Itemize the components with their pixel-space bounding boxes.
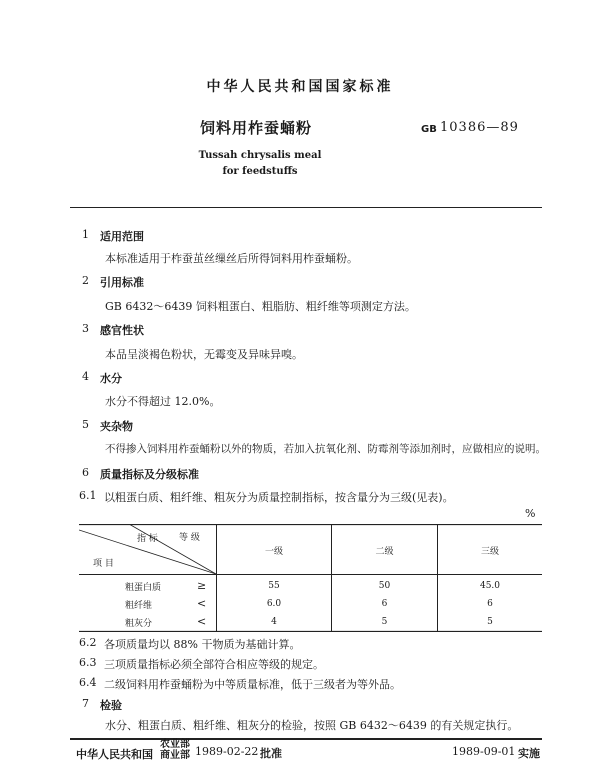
section-2-number: 2 [82,274,89,287]
section-5-number: 5 [82,418,89,431]
table-cell: 5 [381,617,388,627]
section-7-body: 水分、粗蛋白质、粗纤维、粗灰分的检验，按照 GB 6432～6439 的有关规定执行。 [105,719,519,732]
table-row-operator: < [197,597,207,610]
section-1-body: 本标准适用于柞蚕茧丝缫丝后所得饲料用柞蚕蛹粉。 [105,252,358,265]
clause-6-4-text: 二级饲料用柞蚕蛹粉为中等质量标准，低于三级者为等外品。 [104,678,401,691]
clause-6-3-text: 三项质量指标必须全部符合相应等级的规定。 [104,658,324,671]
org-title: 中华人民共和国国家标准 [206,79,394,95]
section-7-number: 7 [82,697,89,710]
section-3-number: 3 [82,322,89,335]
table-row-name: 粗灰分 [125,619,153,629]
issuer-ministry-2: 商业部 [160,750,190,761]
approval-date: 1989-02-22 [195,745,259,758]
table-cell: 5 [487,617,493,627]
header-grade-label: 等 级 [179,533,200,543]
section-3-body: 本品呈淡褐色粉状，无霉变及异味异嗅。 [105,348,303,361]
section-2-body: GB 6432～6439 饲料粗蛋白、粗脂肪、粗纤维等项测定方法。 [105,300,416,313]
section-4-number: 4 [82,370,89,383]
clause-6-4-number: 6.4 [79,676,97,689]
section-2-title: 引用标准 [100,276,144,289]
quality-grade-table [79,524,542,632]
header-index-label: 指 标 [137,534,158,544]
table-cell: 50 [378,581,391,591]
clause-6-1-text: 以粗蛋白质、粗纤维、粗灰分为质量控制指标，按含量分为三级(见表)。 [104,491,454,504]
section-5-body: 不得掺入饲料用柞蚕蛹粉以外的物质，若加入抗氧化剂、防霉剂等添加剂时，应做相应的说明。 [105,443,546,455]
table-cell: 6.0 [266,599,282,609]
implementation-date: 1989-09-01 [452,745,516,758]
std-number: 10386—89 [440,120,519,135]
table-cell: 6 [381,599,388,609]
header-rule [70,207,542,208]
table-row-operator: < [197,615,207,628]
clause-6-3-number: 6.3 [79,656,97,669]
section-4-body: 水分不得超过 12.0%。 [105,395,221,408]
issuer-ministry-1: 农业部 [160,739,190,750]
table-row-name: 粗纤维 [125,601,153,611]
header-item-label: 项 目 [93,559,114,569]
table-row-name: 粗蛋白质 [125,583,162,593]
section-5-title: 夹杂物 [100,420,133,433]
grade-2-header: 二级 [375,547,394,557]
approval-label: 批准 [260,747,282,760]
section-7-title: 检验 [100,699,122,712]
section-3-title: 感官性状 [100,324,144,337]
std-prefix: GB [421,124,437,135]
english-title-line1: Tussah chrysalis meal [198,150,322,161]
table-unit: % [525,507,536,520]
section-6-title: 质量指标及分级标准 [100,468,199,481]
table-cell: 45.0 [479,581,501,591]
section-1-title: 适用范围 [100,230,144,243]
issuer-main: 中华人民共和国 [76,748,153,761]
grade-1-header: 一级 [264,547,283,557]
footer-rule [70,738,542,740]
clause-6-2-text: 各项质量均以 88% 干物质为基础计算。 [104,638,301,651]
table-cell: 6 [487,599,493,609]
implementation-label: 实施 [518,747,540,760]
table-cell: 55 [268,581,280,591]
clause-6-1-number: 6.1 [79,489,97,502]
grade-3-header: 三级 [480,547,499,557]
english-title-line2: for feedstuffs [222,166,298,177]
section-4-title: 水分 [100,372,122,385]
clause-6-2-number: 6.2 [79,636,97,649]
section-6-number: 6 [82,466,89,479]
doc-title: 饲料用柞蚕蛹粉 [200,119,313,137]
section-1-number: 1 [82,228,89,241]
table-row-operator: ≥ [197,579,207,592]
table-cell: 4 [271,617,277,627]
